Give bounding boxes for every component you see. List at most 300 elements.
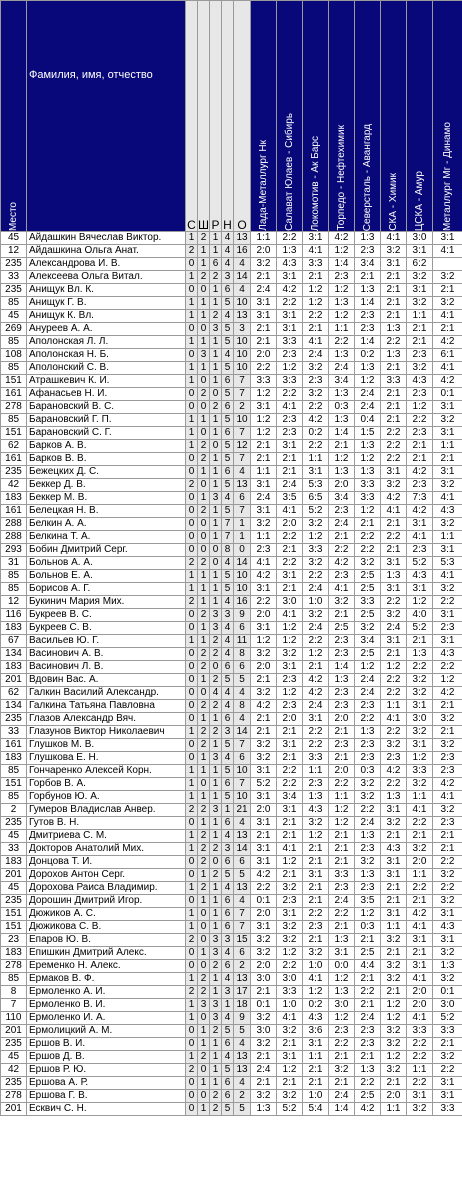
cell-match-2: 2:0 bbox=[277, 518, 303, 531]
cell-match-6: 2:1 bbox=[381, 518, 407, 531]
cell-match-1: 3:2 bbox=[251, 1038, 277, 1051]
cell-name: Аполонский С. В. bbox=[27, 362, 186, 375]
cell-match-8: 1:3 bbox=[433, 960, 462, 973]
cell-match-2: 1:2 bbox=[277, 856, 303, 869]
cell-match-8: 2:2 bbox=[433, 1064, 462, 1077]
cell-match-6: 1:2 bbox=[381, 1012, 407, 1025]
cell-match-2: 3:1 bbox=[277, 323, 303, 336]
cell-match-2: 3:3 bbox=[277, 375, 303, 388]
cell-match-5: 3:4 bbox=[355, 635, 381, 648]
cell-stat-o: 14 bbox=[234, 843, 251, 856]
cell-stat-sh: 0 bbox=[198, 1090, 210, 1103]
cell-match-1: 2:4 bbox=[251, 1064, 277, 1077]
cell-match-4: 2:2 bbox=[329, 336, 355, 349]
cell-match-2: 3:1 bbox=[277, 804, 303, 817]
cell-stat-r: 1 bbox=[210, 973, 222, 986]
cell-match-1: 2:3 bbox=[251, 544, 277, 557]
cell-match-6: 1:2 bbox=[381, 661, 407, 674]
cell-match-2: 2:2 bbox=[277, 232, 303, 245]
cell-place: 85 bbox=[1, 583, 27, 596]
cell-match-2: 2:1 bbox=[277, 453, 303, 466]
cell-match-3: 2:4 bbox=[303, 583, 329, 596]
cell-match-8: 3:1 bbox=[433, 1090, 462, 1103]
cell-place: 85 bbox=[1, 414, 27, 427]
cell-stat-r: 2 bbox=[210, 700, 222, 713]
cell-match-8: 1:1 bbox=[433, 440, 462, 453]
cell-name: Барков В. В. bbox=[27, 453, 186, 466]
cell-match-8: 3:1 bbox=[433, 1077, 462, 1090]
table-row bbox=[1, 336, 462, 349]
cell-match-5: 1:3 bbox=[355, 284, 381, 297]
cell-match-3: 2:2 bbox=[303, 726, 329, 739]
cell-match-5: 2:3 bbox=[355, 843, 381, 856]
cell-stat-n: 6 bbox=[222, 778, 234, 791]
cell-match-6: 2:2 bbox=[381, 687, 407, 700]
cell-match-4: 2:0 bbox=[329, 765, 355, 778]
cell-match-8: 2:3 bbox=[433, 765, 462, 778]
cell-match-8: 3:2 bbox=[433, 1051, 462, 1064]
cell-match-3: 3:2 bbox=[303, 609, 329, 622]
cell-match-7: 2:1 bbox=[407, 453, 433, 466]
cell-match-6: 2:3 bbox=[381, 752, 407, 765]
cell-name: Беккер Д. В. bbox=[27, 479, 186, 492]
cell-match-3: 1:0 bbox=[303, 1090, 329, 1103]
cell-name: Есквич С. Н. bbox=[27, 1103, 186, 1116]
cell-match-4: 2:3 bbox=[329, 635, 355, 648]
cell-stat-o: 14 bbox=[234, 726, 251, 739]
cell-stat-n: 5 bbox=[222, 765, 234, 778]
table-row bbox=[1, 323, 462, 336]
table-row bbox=[1, 414, 462, 427]
header-row bbox=[1, 1, 462, 232]
cell-name: Епишкин Дмитрий Алекс. bbox=[27, 947, 186, 960]
cell-name: Белкин А. А. bbox=[27, 518, 186, 531]
cell-match-7: 1:1 bbox=[407, 310, 433, 323]
cell-match-8: 1:2 bbox=[433, 674, 462, 687]
cell-match-4: 2:0 bbox=[329, 713, 355, 726]
cell-stat-sh: 2 bbox=[198, 440, 210, 453]
cell-match-4: 2:1 bbox=[329, 830, 355, 843]
cell-stat-sh: 1 bbox=[198, 1038, 210, 1051]
cell-match-2: 2:0 bbox=[277, 713, 303, 726]
cell-match-3: 2:3 bbox=[303, 921, 329, 934]
cell-stat-s: 1 bbox=[186, 726, 198, 739]
table-row bbox=[1, 700, 462, 713]
cell-match-5: 1:3 bbox=[355, 1064, 381, 1077]
cell-stat-n: 4 bbox=[222, 882, 234, 895]
cell-match-2: 2:1 bbox=[277, 830, 303, 843]
cell-place: 183 bbox=[1, 492, 27, 505]
cell-name: Галкина Татьяна Павловна bbox=[27, 700, 186, 713]
cell-match-8: 3:2 bbox=[433, 895, 462, 908]
header-match-7 bbox=[407, 1, 433, 232]
cell-match-8: 2:2 bbox=[433, 596, 462, 609]
table-row bbox=[1, 310, 462, 323]
cell-match-2: 3:0 bbox=[277, 596, 303, 609]
cell-match-5: 2:2 bbox=[355, 1077, 381, 1090]
cell-place: 85 bbox=[1, 973, 27, 986]
cell-stat-s: 0 bbox=[186, 700, 198, 713]
cell-match-2: 2:2 bbox=[277, 531, 303, 544]
cell-match-6: 3:1 bbox=[381, 258, 407, 271]
cell-match-1: 4:2 bbox=[251, 700, 277, 713]
cell-match-6: 3:1 bbox=[381, 804, 407, 817]
cell-stat-r: 1 bbox=[210, 297, 222, 310]
table-row bbox=[1, 479, 462, 492]
cell-match-3: 2:1 bbox=[303, 271, 329, 284]
cell-match-3: 2:1 bbox=[303, 1077, 329, 1090]
cell-stat-n: 4 bbox=[222, 245, 234, 258]
table-row bbox=[1, 401, 462, 414]
cell-match-8: 4:1 bbox=[433, 245, 462, 258]
cell-match-6: 3:1 bbox=[381, 635, 407, 648]
cell-stat-n: 6 bbox=[222, 908, 234, 921]
table-row bbox=[1, 271, 462, 284]
cell-place: 278 bbox=[1, 960, 27, 973]
cell-match-5: 2:1 bbox=[355, 271, 381, 284]
cell-match-1: 2:1 bbox=[251, 1051, 277, 1064]
cell-place: 85 bbox=[1, 297, 27, 310]
cell-match-1: 2:2 bbox=[251, 882, 277, 895]
cell-match-1: 2:1 bbox=[251, 713, 277, 726]
cell-stat-s: 1 bbox=[186, 765, 198, 778]
cell-place: 201 bbox=[1, 674, 27, 687]
cell-stat-o: 6 bbox=[234, 856, 251, 869]
cell-match-8: 2:1 bbox=[433, 830, 462, 843]
cell-match-6: 2:4 bbox=[381, 622, 407, 635]
cell-match-5: 1:2 bbox=[355, 453, 381, 466]
cell-stat-r: 1 bbox=[210, 245, 222, 258]
cell-stat-r: 1 bbox=[210, 362, 222, 375]
cell-match-2: 3:1 bbox=[277, 908, 303, 921]
cell-stat-n: 1 bbox=[222, 804, 234, 817]
cell-match-1: 3:1 bbox=[251, 401, 277, 414]
cell-stat-sh: 0 bbox=[198, 1012, 210, 1025]
cell-match-8: 4:2 bbox=[433, 336, 462, 349]
cell-stat-n: 8 bbox=[222, 544, 234, 557]
cell-place: 62 bbox=[1, 687, 27, 700]
cell-match-4: 2:1 bbox=[329, 921, 355, 934]
cell-match-6: 2:1 bbox=[381, 414, 407, 427]
cell-match-2: 1:2 bbox=[277, 947, 303, 960]
cell-stat-s: 0 bbox=[186, 1025, 198, 1038]
cell-stat-r: 3 bbox=[210, 609, 222, 622]
cell-match-6: 4:1 bbox=[381, 713, 407, 726]
cell-match-1: 3:1 bbox=[251, 479, 277, 492]
cell-place: 293 bbox=[1, 544, 27, 557]
cell-match-6: 2:2 bbox=[381, 531, 407, 544]
cell-stat-n: 6 bbox=[222, 1038, 234, 1051]
cell-match-6: 2:1 bbox=[381, 401, 407, 414]
header-match-label: Металлург Мг - Динамо bbox=[441, 122, 453, 231]
table-row bbox=[1, 531, 462, 544]
cell-stat-n: 6 bbox=[222, 661, 234, 674]
cell-match-6: 2:2 bbox=[381, 726, 407, 739]
cell-match-2: 3:2 bbox=[277, 934, 303, 947]
cell-match-6: 3:2 bbox=[381, 479, 407, 492]
cell-stat-sh: 2 bbox=[198, 882, 210, 895]
cell-match-6: 2:2 bbox=[381, 596, 407, 609]
header-match-6 bbox=[381, 1, 407, 232]
cell-stat-s: 0 bbox=[186, 388, 198, 401]
cell-stat-sh: 1 bbox=[198, 869, 210, 882]
cell-match-4: 1:2 bbox=[329, 310, 355, 323]
cell-stat-o: 12 bbox=[234, 440, 251, 453]
cell-match-7: 7:3 bbox=[407, 492, 433, 505]
cell-name: Глушков М. В. bbox=[27, 739, 186, 752]
table-row bbox=[1, 1025, 462, 1038]
cell-stat-n: 6 bbox=[222, 921, 234, 934]
table-row bbox=[1, 1038, 462, 1051]
cell-match-6: 3:2 bbox=[381, 739, 407, 752]
cell-match-5: 3:3 bbox=[355, 596, 381, 609]
cell-stat-s: 1 bbox=[186, 830, 198, 843]
table-row bbox=[1, 726, 462, 739]
cell-match-6: 2:1 bbox=[381, 310, 407, 323]
cell-stat-o: 7 bbox=[234, 375, 251, 388]
cell-stat-n: 5 bbox=[222, 1064, 234, 1077]
cell-stat-o: 8 bbox=[234, 700, 251, 713]
table-row bbox=[1, 1077, 462, 1090]
cell-match-8: 3:1 bbox=[433, 232, 462, 245]
cell-match-4: 2:2 bbox=[329, 778, 355, 791]
cell-match-1: 2:0 bbox=[251, 609, 277, 622]
cell-match-8: 3:2 bbox=[433, 583, 462, 596]
cell-name: Дюжикова С. В. bbox=[27, 921, 186, 934]
cell-stat-s: 0 bbox=[186, 687, 198, 700]
cell-match-4: 4:1 bbox=[329, 583, 355, 596]
cell-match-5: 3:2 bbox=[355, 557, 381, 570]
cell-stat-o: 5 bbox=[234, 869, 251, 882]
table-row bbox=[1, 856, 462, 869]
cell-match-4: 1:3 bbox=[329, 388, 355, 401]
header-match-3 bbox=[303, 1, 329, 232]
cell-stat-s: 0 bbox=[186, 453, 198, 466]
cell-match-3: 1:1 bbox=[303, 1051, 329, 1064]
table-row bbox=[1, 830, 462, 843]
cell-match-8: 3:3 bbox=[433, 1103, 462, 1116]
cell-match-6: 3:2 bbox=[381, 960, 407, 973]
cell-match-7: 2:3 bbox=[407, 349, 433, 362]
cell-stat-r: 1 bbox=[210, 531, 222, 544]
cell-name: Анищук Вл. К. bbox=[27, 284, 186, 297]
cell-stat-n: 4 bbox=[222, 635, 234, 648]
table-row bbox=[1, 453, 462, 466]
cell-match-7: 3:2 bbox=[407, 362, 433, 375]
cell-match-4: 2:3 bbox=[329, 505, 355, 518]
cell-match-2: 1:2 bbox=[277, 635, 303, 648]
table-row bbox=[1, 960, 462, 973]
cell-name: Гончаренко Алексей Корн. bbox=[27, 765, 186, 778]
cell-match-1: 3:1 bbox=[251, 921, 277, 934]
cell-match-5: 2:5 bbox=[355, 609, 381, 622]
cell-match-1: 2:4 bbox=[251, 492, 277, 505]
cell-stat-sh: 1 bbox=[198, 1103, 210, 1116]
cell-name: Ермоленко А. И. bbox=[27, 986, 186, 999]
cell-match-4: 3:1 bbox=[329, 947, 355, 960]
cell-match-7: 3:3 bbox=[407, 765, 433, 778]
cell-stat-s: 0 bbox=[186, 401, 198, 414]
cell-stat-s: 0 bbox=[186, 1090, 198, 1103]
cell-match-7: 2:3 bbox=[407, 388, 433, 401]
cell-match-2: 4:1 bbox=[277, 843, 303, 856]
cell-match-4: 1:3 bbox=[329, 986, 355, 999]
table-row bbox=[1, 1012, 462, 1025]
cell-stat-sh: 2 bbox=[198, 830, 210, 843]
cell-match-4: 2:1 bbox=[329, 609, 355, 622]
cell-match-8: 2:1 bbox=[433, 843, 462, 856]
cell-match-6: 2:1 bbox=[381, 895, 407, 908]
cell-match-5: 3:2 bbox=[355, 856, 381, 869]
cell-match-6: 3:2 bbox=[381, 1025, 407, 1038]
cell-place: 151 bbox=[1, 427, 27, 440]
table-row bbox=[1, 986, 462, 999]
cell-name: Аполонская Л. Л. bbox=[27, 336, 186, 349]
cell-stat-n: 5 bbox=[222, 336, 234, 349]
cell-match-2: 1:2 bbox=[277, 1064, 303, 1077]
cell-match-6: 4:2 bbox=[381, 765, 407, 778]
cell-stat-s: 1 bbox=[186, 271, 198, 284]
cell-name: Васинович Л. В. bbox=[27, 661, 186, 674]
cell-name: Ершов Р. Ю. bbox=[27, 1064, 186, 1077]
cell-match-8: 4:1 bbox=[433, 570, 462, 583]
cell-stat-s: 1 bbox=[186, 882, 198, 895]
cell-stat-sh: 1 bbox=[198, 1025, 210, 1038]
cell-match-7: 6:2 bbox=[407, 258, 433, 271]
cell-match-7: 1:1 bbox=[407, 1064, 433, 1077]
cell-match-7: 3:1 bbox=[407, 960, 433, 973]
cell-stat-sh: 1 bbox=[198, 635, 210, 648]
cell-match-3: 5:2 bbox=[303, 505, 329, 518]
cell-stat-r: 1 bbox=[210, 1051, 222, 1064]
table-row bbox=[1, 232, 462, 245]
cell-match-3: 4:2 bbox=[303, 414, 329, 427]
cell-match-6: 3:3 bbox=[381, 375, 407, 388]
cell-name: Ермоленко В. И. bbox=[27, 999, 186, 1012]
cell-stat-s: 0 bbox=[186, 856, 198, 869]
table-row bbox=[1, 934, 462, 947]
cell-stat-s: 0 bbox=[186, 505, 198, 518]
cell-stat-s: 0 bbox=[186, 817, 198, 830]
cell-match-3: 3:3 bbox=[303, 258, 329, 271]
cell-match-2: 4:2 bbox=[277, 284, 303, 297]
cell-stat-r: 1 bbox=[210, 908, 222, 921]
cell-stat-sh: 1 bbox=[198, 336, 210, 349]
cell-match-3: 0:2 bbox=[303, 999, 329, 1012]
cell-match-6: 2:2 bbox=[381, 440, 407, 453]
cell-match-7: 3:2 bbox=[407, 687, 433, 700]
cell-match-1: 2:1 bbox=[251, 830, 277, 843]
cell-match-4: 1:3 bbox=[329, 349, 355, 362]
cell-name: Дмитриева С. М. bbox=[27, 830, 186, 843]
table-row bbox=[1, 713, 462, 726]
cell-match-1: 3:0 bbox=[251, 973, 277, 986]
cell-match-8: 3:1 bbox=[433, 908, 462, 921]
cell-stat-sh: 2 bbox=[198, 232, 210, 245]
cell-match-7: 3:1 bbox=[407, 583, 433, 596]
cell-match-5: 2:3 bbox=[355, 752, 381, 765]
cell-match-5: 2:5 bbox=[355, 947, 381, 960]
cell-stat-r: 1 bbox=[210, 778, 222, 791]
cell-match-5: 2:2 bbox=[355, 804, 381, 817]
cell-match-1: 3:2 bbox=[251, 752, 277, 765]
cell-match-8: 2:2 bbox=[433, 882, 462, 895]
cell-stat-sh: 2 bbox=[198, 843, 210, 856]
cell-stat-o: 10 bbox=[234, 349, 251, 362]
cell-match-3: 3:3 bbox=[303, 752, 329, 765]
cell-place: 42 bbox=[1, 479, 27, 492]
cell-stat-n: 1 bbox=[222, 999, 234, 1012]
cell-match-5: 2:3 bbox=[355, 1038, 381, 1051]
cell-match-7: 2:3 bbox=[407, 427, 433, 440]
cell-match-6: 4:1 bbox=[381, 505, 407, 518]
cell-place: 235 bbox=[1, 284, 27, 297]
cell-match-2: 3:2 bbox=[277, 921, 303, 934]
cell-stat-s: 1 bbox=[186, 362, 198, 375]
cell-name: Горбов В. А. bbox=[27, 778, 186, 791]
table-row bbox=[1, 804, 462, 817]
cell-stat-r: 3 bbox=[210, 934, 222, 947]
cell-stat-r: 1 bbox=[210, 739, 222, 752]
cell-stat-s: 1 bbox=[186, 414, 198, 427]
cell-match-1: 1:3 bbox=[251, 1103, 277, 1116]
cell-match-2: 3:1 bbox=[277, 271, 303, 284]
cell-match-7: 4:3 bbox=[407, 375, 433, 388]
cell-match-1: 3:1 bbox=[251, 310, 277, 323]
cell-match-8: 6:1 bbox=[433, 349, 462, 362]
cell-match-5: 1:5 bbox=[355, 427, 381, 440]
cell-stat-n: 7 bbox=[222, 518, 234, 531]
cell-stat-o: 6 bbox=[234, 661, 251, 674]
cell-place: 45 bbox=[1, 882, 27, 895]
header-match-4 bbox=[329, 1, 355, 232]
cell-match-7: 3:2 bbox=[407, 1103, 433, 1116]
cell-stat-o: 7 bbox=[234, 388, 251, 401]
cell-stat-r: 0 bbox=[210, 661, 222, 674]
cell-match-3: 5:4 bbox=[303, 1103, 329, 1116]
cell-match-4: 2:3 bbox=[329, 271, 355, 284]
header-stat-n: Н bbox=[222, 1, 234, 232]
cell-match-6: 2:1 bbox=[381, 882, 407, 895]
cell-stat-sh: 2 bbox=[198, 505, 210, 518]
cell-name: Донцова Т. И. bbox=[27, 856, 186, 869]
header-match-label: Северсталь - Авангард bbox=[361, 123, 373, 231]
cell-match-3: 2:4 bbox=[303, 349, 329, 362]
table-row bbox=[1, 388, 462, 401]
cell-stat-r: 2 bbox=[210, 635, 222, 648]
cell-stat-s: 1 bbox=[186, 999, 198, 1012]
cell-match-5: 2:3 bbox=[355, 1025, 381, 1038]
cell-match-3: 3:2 bbox=[303, 388, 329, 401]
cell-stat-s: 0 bbox=[186, 518, 198, 531]
cell-match-2: 3:2 bbox=[277, 1090, 303, 1103]
table-row bbox=[1, 739, 462, 752]
cell-place: 288 bbox=[1, 531, 27, 544]
cell-place: 85 bbox=[1, 362, 27, 375]
cell-name: Докторов Анатолий Мих. bbox=[27, 843, 186, 856]
cell-stat-sh: 1 bbox=[198, 583, 210, 596]
cell-match-7: 3:0 bbox=[407, 232, 433, 245]
cell-match-3: 2:2 bbox=[303, 739, 329, 752]
cell-stat-o: 13 bbox=[234, 882, 251, 895]
cell-match-3: 1:0 bbox=[303, 596, 329, 609]
table-row bbox=[1, 661, 462, 674]
cell-stat-n: 4 bbox=[222, 310, 234, 323]
cell-stat-o: 4 bbox=[234, 895, 251, 908]
cell-stat-o: 5 bbox=[234, 674, 251, 687]
cell-stat-r: 4 bbox=[210, 687, 222, 700]
cell-stat-r: 1 bbox=[210, 232, 222, 245]
